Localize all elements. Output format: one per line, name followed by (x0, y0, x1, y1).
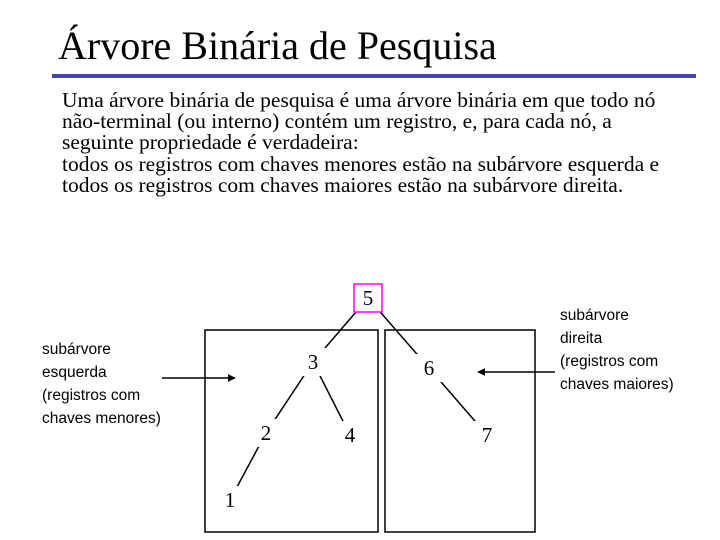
node-key: 3 (307, 350, 319, 374)
node-key: 1 (224, 488, 236, 512)
tree-node-1 (216, 486, 244, 514)
node-key: 2 (260, 421, 272, 445)
tree-node-3 (299, 348, 327, 376)
tree-node-2 (252, 419, 280, 447)
node-key: 6 (423, 356, 435, 380)
tree-node-6 (415, 354, 443, 382)
definition-paragraph-1: Uma árvore binária de pesquisa é uma árvore binária em que todo nó não-terminal (ou interno) contém um registro, e, para cada nó, a seguinte propriedade é verdadeira: (62, 88, 656, 154)
right-subtree-label: subárvore direita (registros com chaves maiores) (560, 307, 674, 393)
left-subtree-label: subárvore esquerda (registros com chaves menores) (42, 341, 161, 427)
tree-node-7 (473, 421, 501, 449)
node-key: 4 (344, 423, 356, 447)
definition-paragraph-2: todos os registros com chaves menores estão na subárvore esquerda e todos os registros com chaves maiores estão na subárvore direita. (62, 152, 660, 197)
tree-node-5 (354, 284, 382, 312)
node-key: 7 (481, 423, 493, 447)
node-key: 5 (362, 286, 374, 310)
tree-node-4 (336, 421, 364, 449)
slide-title: Árvore Binária de Pesquisa (58, 23, 497, 68)
right-subtree-box (385, 330, 535, 532)
